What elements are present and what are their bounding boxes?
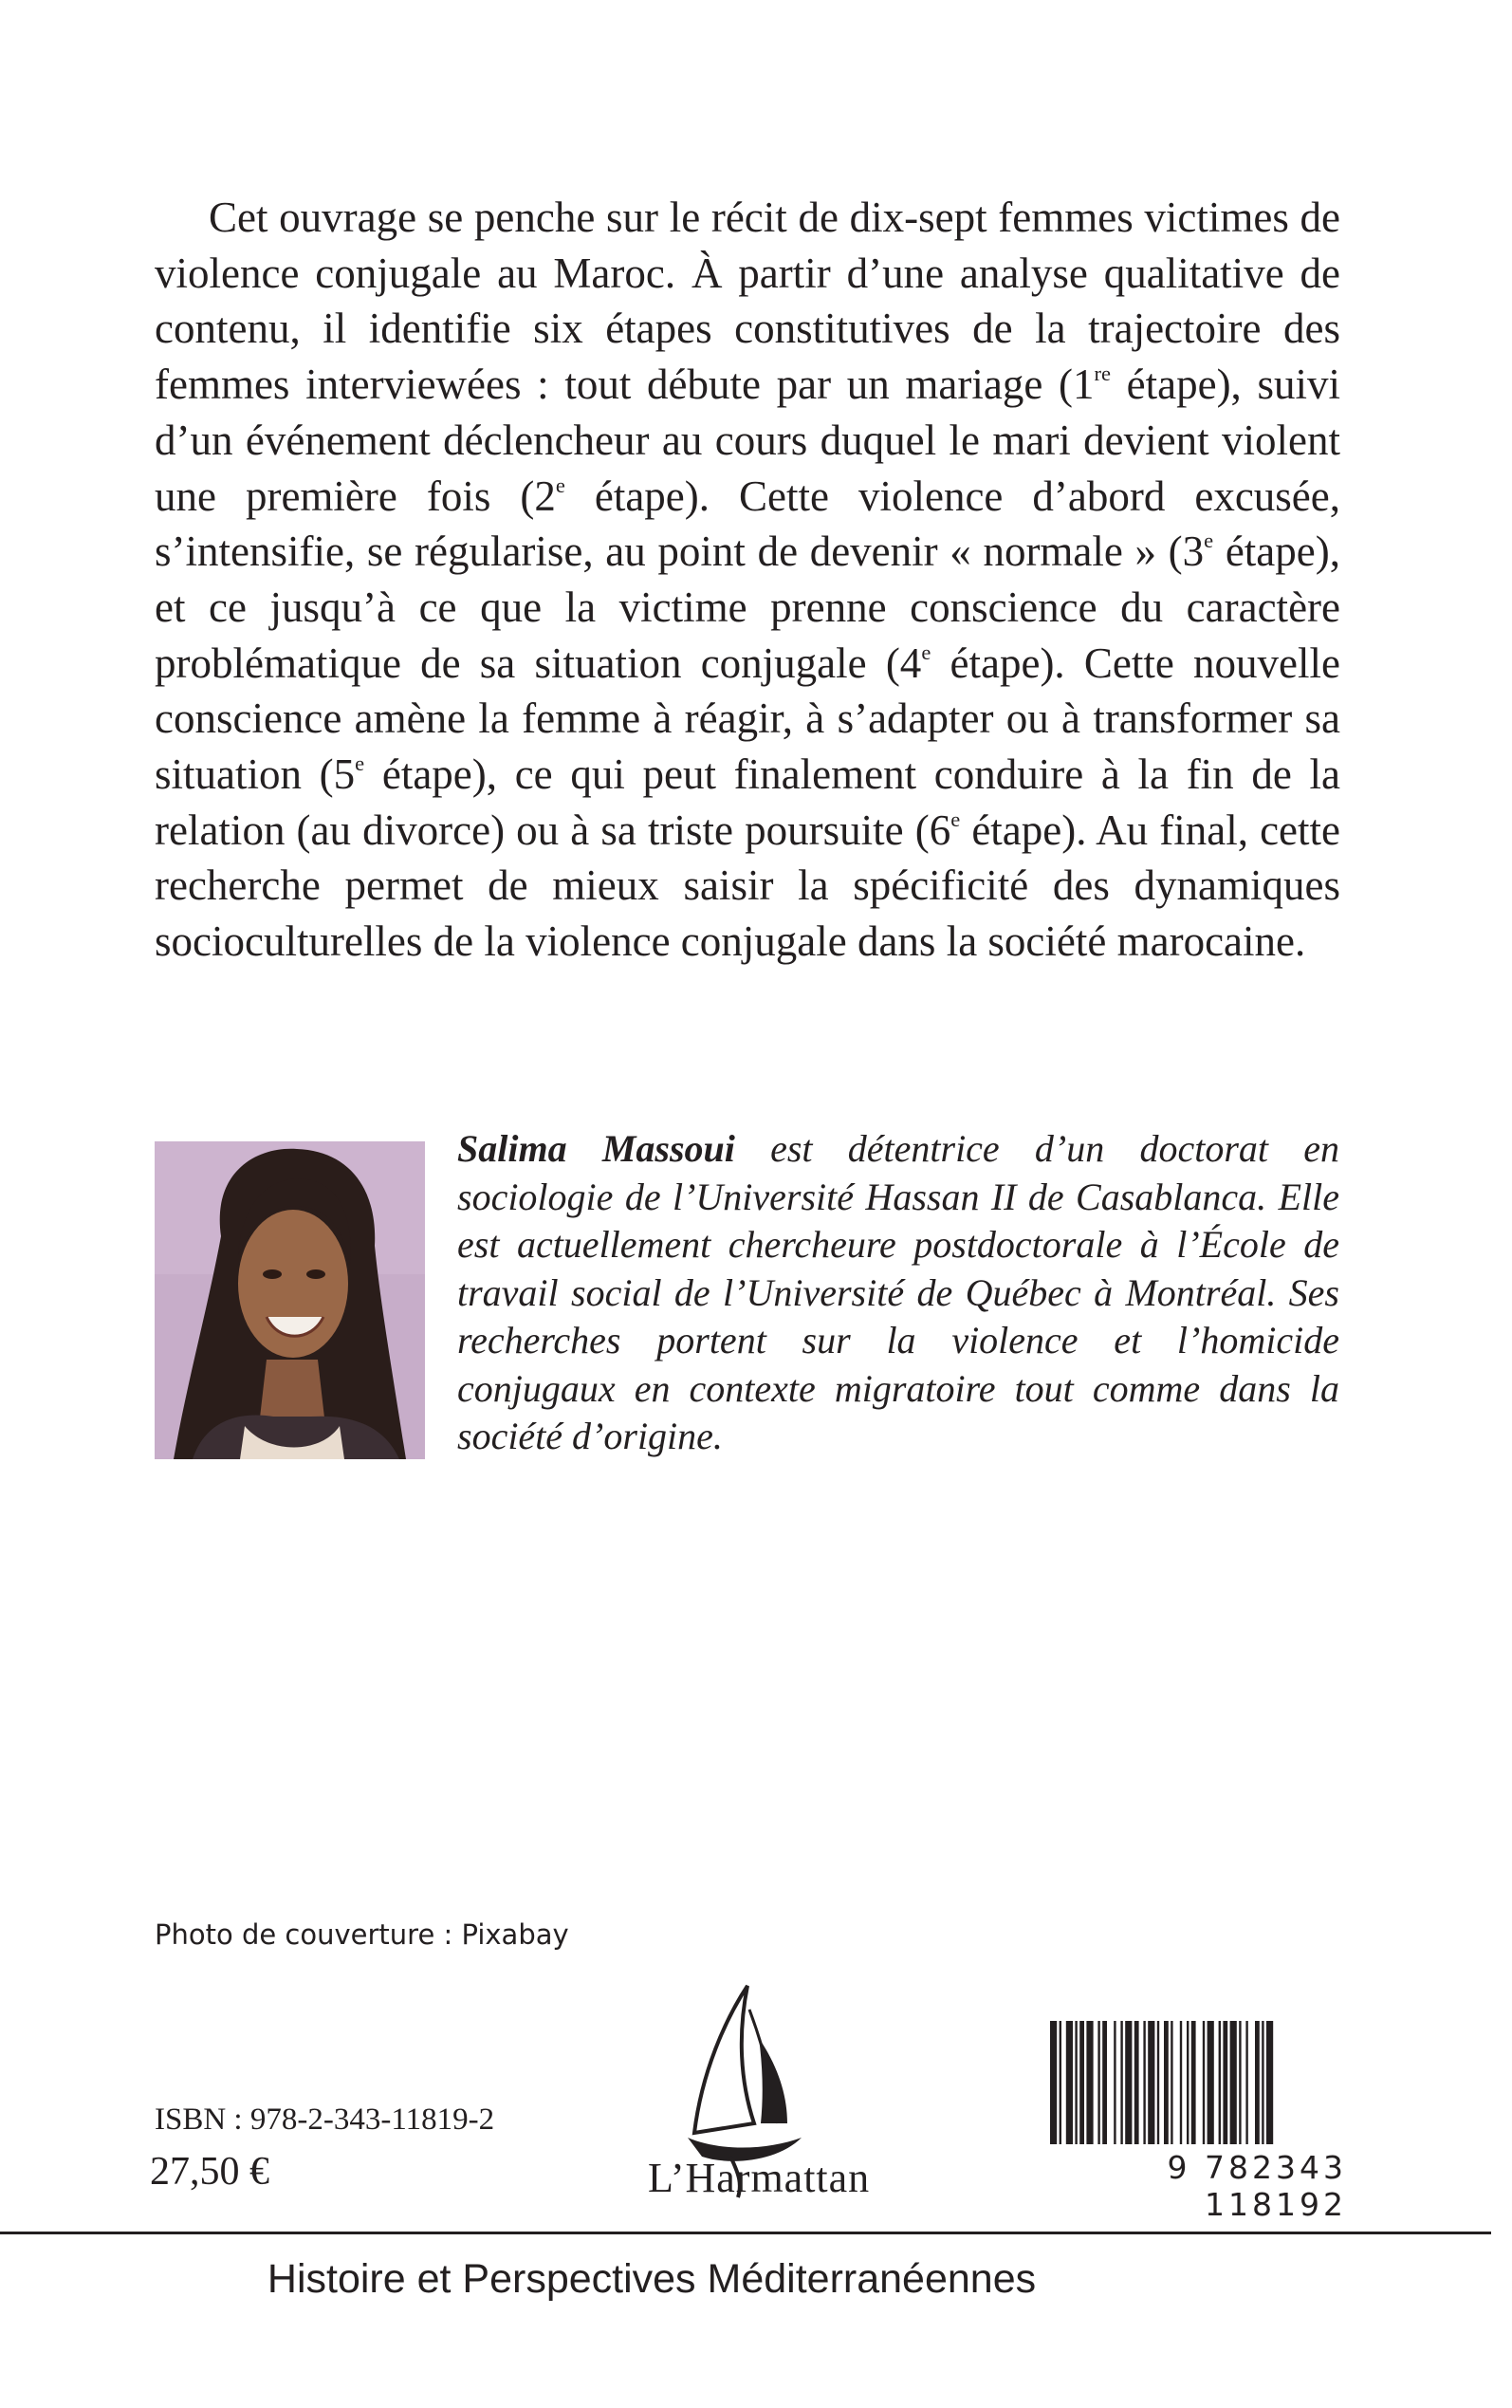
isbn: ISBN : 978-2-343-11819-2: [155, 2102, 495, 2137]
author-biography: [457, 1125, 1339, 1461]
divider: [0, 2232, 1491, 2234]
bio-text: est détentrice d’un doctorat en sociologie de l’Université Hassan II de Casablanca. Elle est actuellement chercheure postdoctorale à l’École de travail social de l’Université de Québec à Montréal. Ses recherches portent sur la violence et l’homicide conjugaux en contexte migratoire tout comme dans la société d’origine.: [457, 1127, 1339, 1457]
ordinal-suffix: e: [921, 639, 931, 664]
ordinal-suffix: e: [555, 472, 565, 497]
summary-text: étape), et ce jusqu’à ce que la victime prenne conscience du caractère problématique de sa situation conjugale (4: [155, 528, 1340, 687]
photo-credit: Photo de couverture : Pixabay: [155, 1918, 569, 1951]
barcode-digits: 9 782343 118192: [1167, 2149, 1347, 2223]
summary-text: étape). Cette violence d’abord excusée, s’intensifie, se régularise, au point de devenir « normale » (3: [155, 472, 1340, 576]
ordinal-suffix: e: [1204, 528, 1214, 553]
price: 27,50 €: [150, 2150, 269, 2194]
summary-text: étape), ce qui peut finalement conduire à la fin de la relation (au divorce) ou à sa triste poursuite (6: [155, 750, 1340, 854]
publisher-logo-text: L’Harmattan: [648, 2155, 871, 2201]
summary-text: étape). Au final, cette recherche permet de mieux saisir la spécificité des dynamiques socioculturelles de la violence conjugale dans la société marocaine.: [155, 806, 1341, 966]
author-name: Salima Massoui: [457, 1127, 735, 1170]
series-title-text: Histoire et Perspectives Méditerranéennes: [267, 2256, 1037, 2302]
ordinal-suffix: e: [355, 750, 365, 775]
series-title: [0, 2256, 1512, 2303]
summary-text: Cet ouvrage se penche sur le récit de dix-sept femmes victimes de violence conjugale au Maroc. À partir d’une analyse qualitative de contenu, il identifie six étapes constitutives de la trajectoire des femmes interviewées : tout débute par un mariage (1: [155, 194, 1340, 409]
summary-paragraph: [155, 190, 1340, 970]
summary-text: étape). Cette nouvelle conscience amène la femme à réagir, à s’adapter ou à transformer sa situation (5: [155, 639, 1341, 799]
ordinal-suffix: re: [1094, 361, 1111, 385]
back-cover-summary: [155, 190, 1340, 970]
author-photo: [155, 1141, 425, 1459]
summary-text: étape), suivi d’un événement déclencheur au cours duquel le mari devient violent une première fois (2: [155, 361, 1340, 520]
ordinal-suffix: e: [950, 806, 961, 831]
